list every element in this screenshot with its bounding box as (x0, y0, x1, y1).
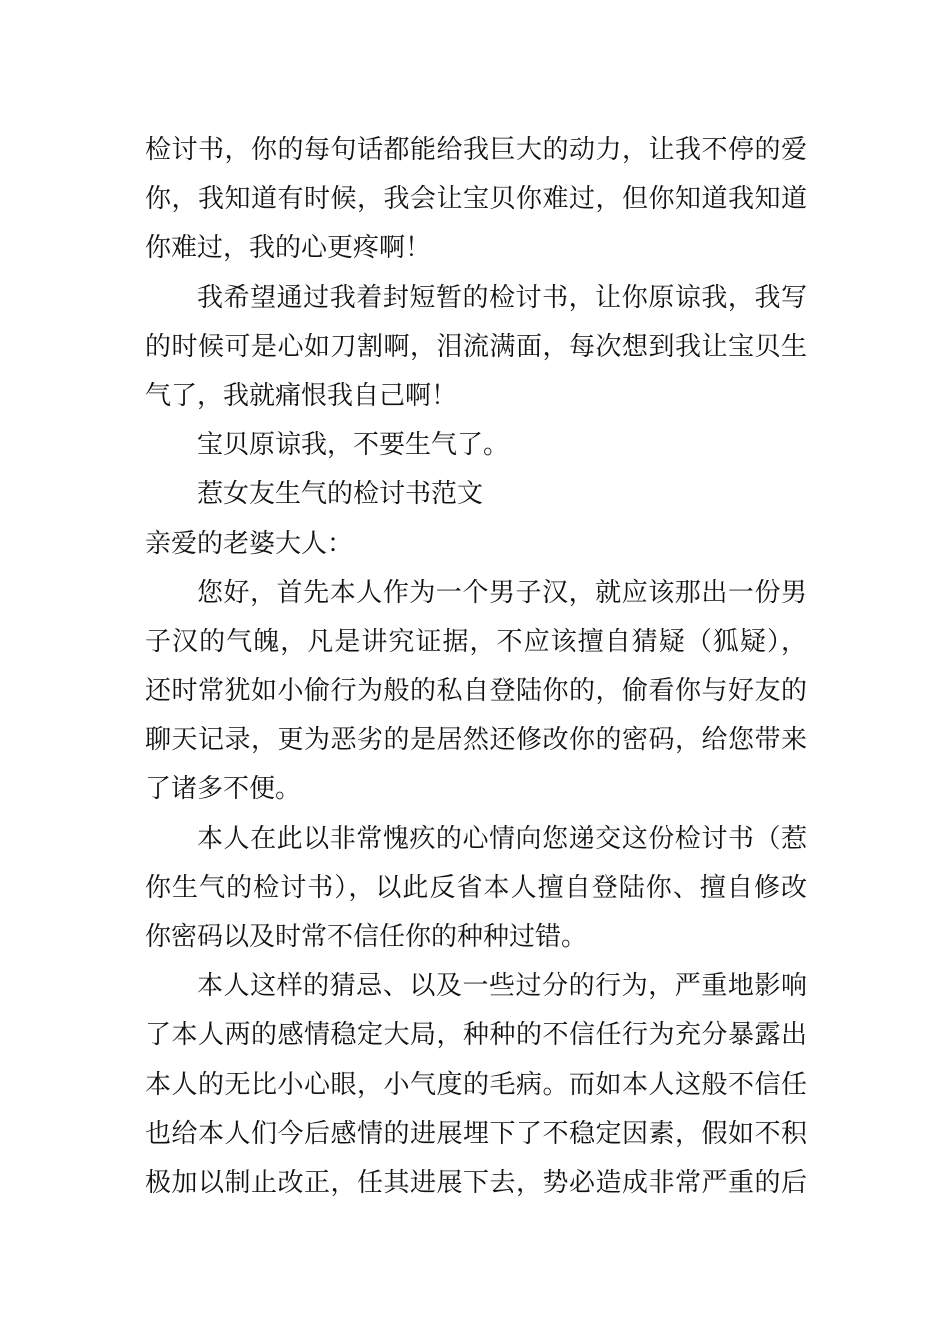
text-line-10: 您好，首先本人作为一个男子汉，就应该那出一份男 (197, 577, 807, 608)
text-line-4: 我希望通过我着封短暂的检讨书，让你原谅我，我写 (197, 282, 807, 313)
text-line-1: 检讨书，你的每句话都能给我巨大的动力，让我不停的爱 (145, 135, 807, 165)
text-line-5: 的时候可是心如刀割啊，泪流满面，每次想到我让宝贝生 (145, 331, 807, 362)
text-line-17: 你密码以及时常不信任你的种种过错。 (145, 922, 588, 952)
text-line-12: 还时常犹如小偷行为般的私自登陆你的，偷看你与好友的 (145, 676, 807, 707)
text-line-14: 了诸多不便。 (145, 774, 302, 805)
text-line-3: 你难过，我的心更疼啊！ (145, 233, 432, 264)
text-line-11: 子汉的气魄，凡是讲究证据，不应该擅自猜疑（狐疑）， (145, 626, 807, 657)
text-line-13: 聊天记录，更为恶劣的是居然还修改你的密码，给您带来 (145, 725, 807, 756)
text-line-2: 你，我知道有时候，我会让宝贝你难过，但你知道我知道 (145, 184, 807, 215)
text-line-15: 本人在此以非常愧疚的心情向您递交这份检讨书（惹 (197, 823, 807, 854)
text-line-19: 了本人两的感情稳定大局，种种的不信任行为充分暴露出 (145, 1020, 807, 1051)
salutation: 亲爱的老婆大人： (145, 528, 354, 559)
text-line-16: 你生气的检讨书），以此反省本人擅自登陆你、擅自修改 (145, 872, 807, 903)
section-title: 惹女友生气的检讨书范文 (197, 479, 484, 510)
document-body (145, 126, 807, 1208)
text-line-18: 本人这样的猜忌、以及一些过分的行为，严重地影响 (197, 971, 807, 1002)
text-line-6: 气了，我就痛恨我自己啊！ (145, 380, 458, 411)
text-line-21: 也给本人们今后感情的进展埋下了不稳定因素，假如不积 (145, 1118, 807, 1149)
text-line-22: 极加以制止改正，任其进展下去，势必造成非常严重的后 (145, 1167, 807, 1198)
text-line-20: 本人的无比小心眼，小气度的毛病。而如本人这般不信任 (145, 1069, 807, 1100)
text-line-7: 宝贝原谅我，不要生气了。 (197, 430, 510, 461)
